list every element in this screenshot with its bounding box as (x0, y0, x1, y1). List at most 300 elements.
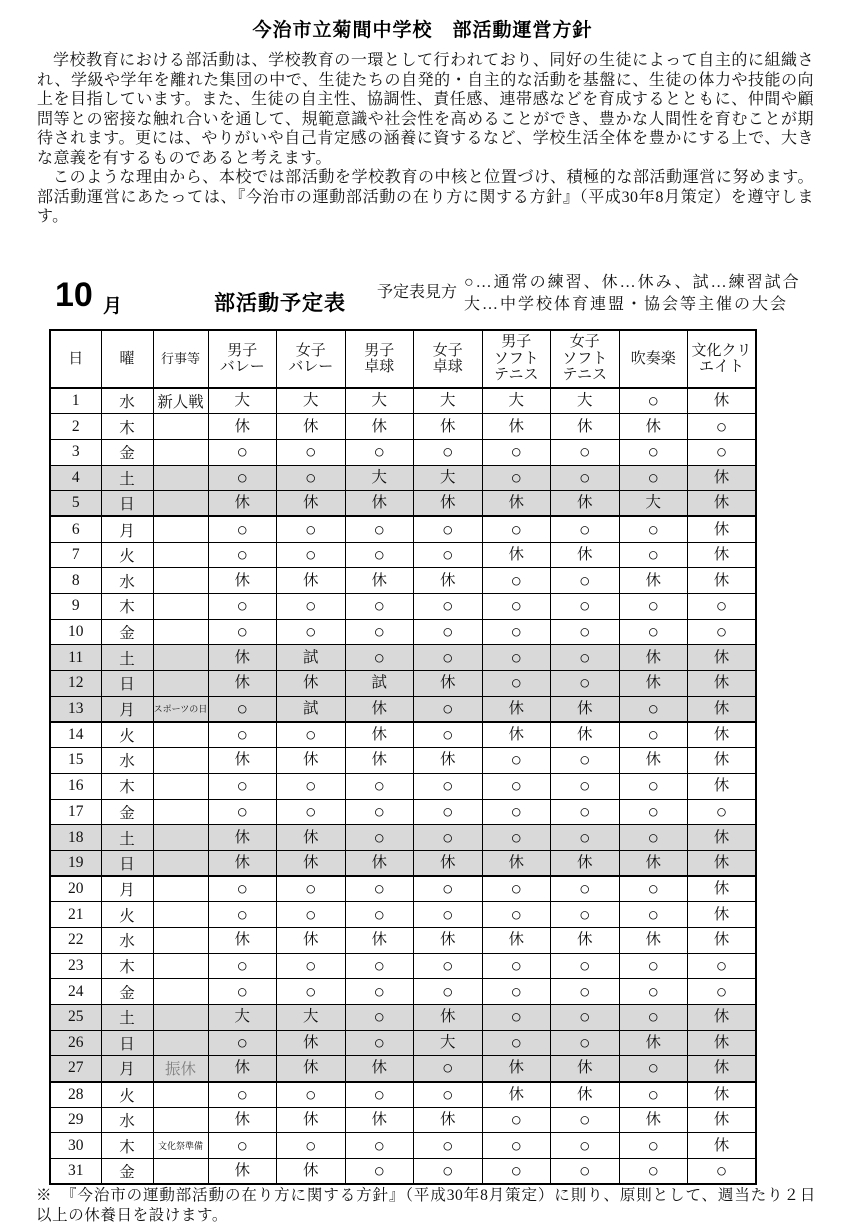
event-cell (153, 491, 208, 517)
mark-cell (345, 1133, 414, 1159)
practice-circle-mark: ○ (305, 1135, 317, 1157)
practice-circle-mark: ○ (647, 827, 659, 849)
day-cell: 26 (50, 1030, 101, 1056)
mark-text: 休 (713, 1034, 730, 1052)
practice-circle-mark: ○ (647, 879, 659, 901)
mark-cell (619, 439, 688, 465)
mark-cell (277, 619, 346, 645)
practice-circle-mark: ○ (305, 442, 317, 464)
mark-cell (482, 414, 551, 440)
event-cell (153, 671, 208, 697)
practice-circle-mark: ○ (647, 776, 659, 798)
mark-cell (345, 465, 414, 491)
mark-cell (619, 748, 688, 774)
mark-text: 休 (713, 494, 730, 512)
mark-text: 休 (713, 1008, 730, 1026)
mark-cell (277, 439, 346, 465)
mark-cell (277, 1107, 346, 1133)
mark-cell (414, 748, 483, 774)
practice-circle-mark: ○ (647, 955, 659, 977)
mark-text: 試 (371, 674, 387, 692)
mark-cell (414, 722, 483, 748)
mark-cell (345, 876, 414, 902)
mark-text: 休 (713, 392, 730, 410)
event-cell (153, 1107, 208, 1133)
mark-cell (414, 439, 483, 465)
mark-text: 休 (234, 1059, 250, 1077)
table-row (50, 1082, 756, 1108)
mark-text: 休 (302, 1059, 319, 1077)
practice-circle-mark: ○ (373, 1007, 385, 1029)
mark-cell (208, 594, 277, 620)
mark-text: 休 (713, 931, 730, 949)
weekday-cell: 木 (101, 1133, 153, 1159)
mark-cell (345, 594, 414, 620)
practice-circle-mark: ○ (510, 570, 522, 592)
mark-cell (551, 799, 620, 825)
practice-circle-mark: ○ (647, 698, 659, 720)
mark-cell (688, 825, 757, 851)
mark-text: 休 (302, 571, 319, 589)
day-cell: 20 (50, 876, 101, 902)
event-cell: 振休 (153, 1056, 208, 1082)
mark-text: 大 (234, 392, 250, 410)
practice-circle-mark: ○ (647, 981, 659, 1003)
practice-circle-mark: ○ (510, 1110, 522, 1132)
mark-cell (414, 388, 483, 414)
weekday-cell: 水 (101, 927, 153, 953)
practice-circle-mark: ○ (510, 1135, 522, 1157)
weekday-cell: 月 (101, 1056, 153, 1082)
practice-circle-mark: ○ (373, 904, 385, 926)
practice-circle-mark: ○ (236, 955, 248, 977)
event-cell (153, 773, 208, 799)
mark-cell (551, 825, 620, 851)
mark-cell (208, 696, 277, 722)
mark-cell (482, 876, 551, 902)
mark-text: 休 (302, 931, 319, 949)
mark-cell (277, 491, 346, 517)
mark-cell (277, 1005, 346, 1031)
mark-cell (482, 465, 551, 491)
column-header: 吹奏楽 (619, 330, 688, 388)
day-cell: 17 (50, 799, 101, 825)
event-cell (153, 748, 208, 774)
mark-cell (482, 542, 551, 568)
mark-cell (277, 542, 346, 568)
weekday-cell: 金 (101, 1159, 153, 1185)
event-cell: スポーツの日 (153, 696, 208, 722)
practice-circle-mark: ○ (373, 544, 385, 566)
practice-circle-mark: ○ (236, 776, 248, 798)
mark-text: 休 (234, 853, 250, 871)
event-cell (153, 645, 208, 671)
table-row (50, 1056, 756, 1082)
day-cell: 9 (50, 594, 101, 620)
mark-cell (277, 516, 346, 542)
mark-cell (345, 799, 414, 825)
mark-cell (619, 927, 688, 953)
practice-circle-mark: ○ (510, 622, 522, 644)
mark-cell (688, 979, 757, 1005)
schedule-table-head (50, 330, 756, 388)
mark-cell (551, 722, 620, 748)
practice-circle-mark: ○ (442, 776, 454, 798)
mark-text: 休 (713, 828, 730, 846)
table-row (50, 825, 756, 851)
practice-circle-mark: ○ (715, 622, 728, 644)
mark-cell (208, 1159, 277, 1185)
schedule-table-body (50, 388, 756, 1184)
mark-cell (482, 594, 551, 620)
mark-text: 休 (576, 853, 593, 871)
mark-text: 休 (508, 494, 524, 512)
mark-text: 休 (713, 777, 730, 795)
mark-cell (345, 388, 414, 414)
mark-cell (482, 1082, 551, 1108)
practice-circle-mark: ○ (510, 750, 522, 772)
table-row (50, 696, 756, 722)
event-cell (153, 439, 208, 465)
practice-circle-mark: ○ (510, 776, 522, 798)
mark-cell (277, 773, 346, 799)
mark-text: 大 (371, 392, 387, 410)
mark-text: 休 (302, 751, 319, 769)
mark-cell (277, 594, 346, 620)
mark-text: 休 (713, 1085, 730, 1103)
mark-cell (414, 825, 483, 851)
weekday-cell: 土 (101, 1005, 153, 1031)
mark-text: 休 (645, 853, 661, 871)
mark-cell (414, 927, 483, 953)
mark-cell (345, 927, 414, 953)
weekday-cell: 木 (101, 953, 153, 979)
practice-circle-mark: ○ (305, 596, 317, 618)
intro-text (37, 51, 814, 227)
mark-cell (345, 1056, 414, 1082)
table-row (50, 568, 756, 594)
mark-text: 休 (371, 931, 387, 949)
table-row (50, 876, 756, 902)
mark-cell (414, 671, 483, 697)
practice-circle-mark: ○ (579, 955, 591, 977)
mark-text: 休 (645, 751, 661, 769)
month-number: 10 (55, 276, 93, 314)
mark-cell (482, 671, 551, 697)
practice-circle-mark: ○ (579, 776, 591, 798)
mark-cell (208, 516, 277, 542)
practice-circle-mark: ○ (236, 1084, 248, 1106)
mark-cell (208, 619, 277, 645)
mark-cell (688, 619, 757, 645)
event-cell (153, 1030, 208, 1056)
mark-cell (414, 516, 483, 542)
mark-cell (619, 953, 688, 979)
mark-text: 大 (576, 392, 593, 410)
event-cell (153, 850, 208, 876)
page-title: 今治市立菊間中学校 部活動運営方針 (252, 20, 593, 41)
mark-cell (688, 1133, 757, 1159)
weekday-cell: 月 (101, 516, 153, 542)
mark-text: 休 (713, 853, 730, 871)
practice-circle-mark: ○ (373, 519, 385, 541)
mark-cell (277, 1133, 346, 1159)
mark-cell (551, 594, 620, 620)
mark-text: 休 (576, 545, 593, 563)
mark-cell (551, 388, 620, 414)
day-cell: 12 (50, 671, 101, 697)
mark-cell (208, 1056, 277, 1082)
mark-text: 休 (645, 1111, 661, 1129)
practice-circle-mark: ○ (715, 955, 728, 977)
mark-cell (688, 465, 757, 491)
mark-cell (277, 722, 346, 748)
mark-text: 休 (508, 1085, 524, 1103)
mark-text: 休 (234, 1111, 250, 1129)
mark-text: 休 (371, 494, 387, 512)
practice-circle-mark: ○ (442, 725, 454, 747)
practice-circle-mark: ○ (236, 879, 248, 901)
practice-circle-mark: ○ (442, 519, 454, 541)
mark-text: 大 (439, 468, 456, 486)
mark-cell (208, 748, 277, 774)
mark-cell (619, 645, 688, 671)
mark-cell (414, 902, 483, 928)
mark-cell (414, 876, 483, 902)
mark-text: 休 (439, 853, 456, 871)
mark-text: 休 (508, 853, 524, 871)
mark-cell (208, 1082, 277, 1108)
practice-circle-mark: ○ (373, 776, 385, 798)
mark-cell (414, 1159, 483, 1185)
mark-cell (414, 491, 483, 517)
mark-cell (208, 953, 277, 979)
practice-circle-mark: ○ (510, 981, 522, 1003)
practice-circle-mark: ○ (442, 1161, 454, 1183)
mark-cell (688, 722, 757, 748)
table-row (50, 414, 756, 440)
practice-circle-mark: ○ (579, 570, 591, 592)
practice-circle-mark: ○ (647, 1007, 659, 1029)
practice-circle-mark: ○ (373, 596, 385, 618)
practice-circle-mark: ○ (373, 1135, 385, 1157)
weekday-cell: 木 (101, 594, 153, 620)
day-cell: 30 (50, 1133, 101, 1159)
mark-cell (619, 825, 688, 851)
mark-text: 休 (439, 751, 456, 769)
mark-text: 休 (439, 494, 456, 512)
mark-cell (414, 1107, 483, 1133)
intro-paragraph-1: 学校教育における部活動は、学校教育の一環として行われており、同好の生徒によって自主的に組織され、学級や学年を離れた集団の中で、生徒たちの自発的・自主的な活動を基盤に、生徒の体力や技能の向上を目指しています。また、生徒の自主性、協調性、責任感、連帯感などを育成するとともに、仲間や顧問等との密接な触れ合いを通して、規範意識や社会性を高めることができ、豊かな人間性を育むことが期待されます。更には、やりがいや自己肯定感の涵養に資するなど、学校生活全体を豊かにする上で、大きな意義を有するものであると考えます。 (37, 52, 814, 167)
mark-text: 休 (371, 726, 387, 744)
mark-cell (208, 568, 277, 594)
mark-cell (277, 799, 346, 825)
mark-cell (208, 799, 277, 825)
mark-cell (208, 927, 277, 953)
mark-cell (414, 850, 483, 876)
intro-paragraph-2: このような理由から、本校では部活動を学校教育の中核と位置づけ、積極的な部活動運営に努めます。部活動運営にあたっては、『今治市の運動部活動の在り方に関する方針』（平成30年8月策定）を遵守します。 (37, 169, 814, 225)
practice-circle-mark: ○ (510, 904, 522, 926)
mark-cell (345, 1030, 414, 1056)
mark-cell (688, 671, 757, 697)
mark-cell (414, 979, 483, 1005)
mark-text: 休 (371, 853, 387, 871)
mark-cell (277, 979, 346, 1005)
mark-cell (482, 773, 551, 799)
legend-line-2: 大…中学校体育連盟・協会等主催の大会 (464, 295, 789, 313)
mark-cell (688, 542, 757, 568)
practice-circle-mark: ○ (579, 596, 591, 618)
mark-cell (551, 671, 620, 697)
weekday-cell: 土 (101, 645, 153, 671)
practice-circle-mark: ○ (510, 519, 522, 541)
mark-cell (414, 594, 483, 620)
practice-circle-mark: ○ (236, 467, 248, 489)
practice-circle-mark: ○ (236, 904, 248, 926)
mark-cell (619, 1056, 688, 1082)
practice-circle-mark: ○ (305, 904, 317, 926)
mark-text: 休 (439, 931, 456, 949)
event-cell (153, 594, 208, 620)
mark-cell (688, 1056, 757, 1082)
event-cell (153, 1159, 208, 1185)
day-cell: 11 (50, 645, 101, 671)
mark-text: 休 (713, 674, 730, 692)
weekday-cell: 金 (101, 439, 153, 465)
practice-circle-mark: ○ (715, 596, 728, 618)
weekday-cell: 月 (101, 696, 153, 722)
mark-cell (208, 902, 277, 928)
practice-circle-mark: ○ (510, 673, 522, 695)
mark-text: 休 (371, 1059, 387, 1077)
weekday-cell: 日 (101, 671, 153, 697)
mark-text: 休 (576, 726, 593, 744)
practice-circle-mark: ○ (510, 467, 522, 489)
mark-text: 休 (302, 1162, 319, 1180)
mark-cell (414, 1082, 483, 1108)
mark-cell (414, 1005, 483, 1031)
mark-text: 大 (302, 1008, 319, 1026)
practice-circle-mark: ○ (510, 801, 522, 823)
table-row (50, 953, 756, 979)
mark-cell (482, 1030, 551, 1056)
mark-cell (551, 1005, 620, 1031)
practice-circle-mark: ○ (510, 596, 522, 618)
practice-circle-mark: ○ (236, 519, 248, 541)
mark-cell (277, 671, 346, 697)
mark-text: 休 (645, 674, 661, 692)
mark-text: 休 (508, 931, 524, 949)
mark-cell (551, 568, 620, 594)
mark-text: 休 (302, 1034, 319, 1052)
mark-cell (619, 465, 688, 491)
event-cell (153, 953, 208, 979)
mark-cell (482, 1133, 551, 1159)
mark-cell (345, 722, 414, 748)
mark-cell (619, 414, 688, 440)
legend (464, 272, 801, 315)
mark-cell (551, 1107, 620, 1133)
mark-cell (277, 850, 346, 876)
column-header: 女子 バレー (277, 330, 346, 388)
practice-circle-mark: ○ (373, 1033, 385, 1055)
mark-cell (551, 439, 620, 465)
table-row (50, 388, 756, 414)
mark-cell (688, 388, 757, 414)
column-header: 男子 ソフト テニス (482, 330, 551, 388)
mark-cell (277, 953, 346, 979)
event-cell: 文化祭準備 (153, 1133, 208, 1159)
weekday-cell: 火 (101, 902, 153, 928)
mark-text: 休 (234, 648, 250, 666)
table-row (50, 1159, 756, 1185)
mark-text: 休 (645, 931, 661, 949)
event-cell (153, 799, 208, 825)
mark-cell (345, 953, 414, 979)
table-row (50, 799, 756, 825)
mark-cell (208, 1030, 277, 1056)
weekday-cell: 木 (101, 773, 153, 799)
practice-circle-mark: ○ (442, 879, 454, 901)
mark-cell (688, 594, 757, 620)
table-row (50, 516, 756, 542)
mark-cell (208, 979, 277, 1005)
practice-circle-mark: ○ (305, 544, 317, 566)
practice-circle-mark: ○ (373, 879, 385, 901)
mark-cell (208, 414, 277, 440)
mark-cell (208, 850, 277, 876)
mark-text: 休 (508, 699, 524, 717)
event-cell (153, 927, 208, 953)
mark-cell (551, 619, 620, 645)
mark-cell (688, 414, 757, 440)
practice-circle-mark: ○ (579, 647, 591, 669)
mark-cell (688, 1159, 757, 1185)
mark-cell (551, 927, 620, 953)
mark-cell (551, 542, 620, 568)
mark-cell (482, 799, 551, 825)
table-row (50, 491, 756, 517)
day-cell: 10 (50, 619, 101, 645)
mark-cell (345, 850, 414, 876)
day-cell: 5 (50, 491, 101, 517)
mark-cell (482, 902, 551, 928)
mark-cell (619, 696, 688, 722)
mark-cell (482, 722, 551, 748)
practice-circle-mark: ○ (373, 981, 385, 1003)
mark-text: 休 (576, 494, 593, 512)
mark-cell (345, 748, 414, 774)
weekday-cell: 土 (101, 465, 153, 491)
month-suffix-label: 月 (103, 296, 123, 317)
day-cell: 31 (50, 1159, 101, 1185)
mark-text: 休 (713, 1136, 730, 1154)
mark-text: 休 (234, 1162, 250, 1180)
weekday-cell: 木 (101, 414, 153, 440)
mark-cell (345, 1159, 414, 1185)
practice-circle-mark: ○ (647, 904, 659, 926)
mark-cell (619, 1159, 688, 1185)
mark-cell (619, 516, 688, 542)
mark-cell (482, 645, 551, 671)
mark-text: 休 (713, 648, 730, 666)
practice-circle-mark: ○ (579, 1135, 591, 1157)
practice-circle-mark: ○ (510, 1033, 522, 1055)
mark-cell (277, 876, 346, 902)
practice-circle-mark: ○ (647, 467, 659, 489)
mark-cell (414, 645, 483, 671)
mark-cell (482, 748, 551, 774)
